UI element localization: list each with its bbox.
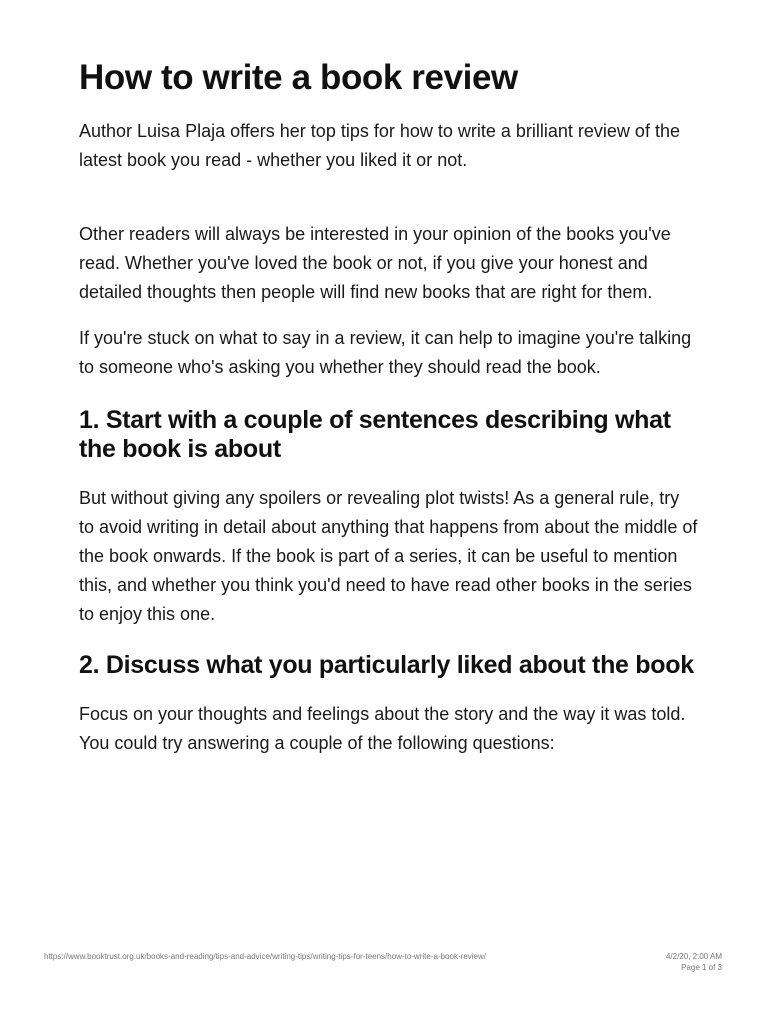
section-text-1: But without giving any spoilers or revealing plot twists! As a general rule, try to avoid writing in detail about anything that happens from about the middle of the book onwards. If the book is part of a series, it can be useful to mention this, and whether you think you'd need to have read other books in the series to enjoy this one. (79, 488, 698, 624)
section-heading-1: 1. Start with a couple of sentences describing what the book is about (79, 406, 671, 463)
page-number: Page 1 of 3 (681, 963, 722, 972)
source-url[interactable]: https://www.booktrust.org.uk/books-and-reading/tips-and-advice/writing-tips/writing-tips-for-teens/how-to-write-a-book-review/ (44, 952, 486, 961)
page-title: How to write a book review (79, 58, 518, 97)
section-heading-2: 2. Discuss what you particularly liked about the book (79, 651, 694, 679)
print-meta (666, 951, 722, 973)
section-text-2: Focus on your thoughts and feelings about the story and the way it was told. You could try answering a couple of the following questions: (79, 704, 686, 753)
article (79, 54, 699, 758)
article-intro: Author Luisa Plaja offers her top tips for how to write a brilliant review of the latest book you read - whether you liked it or not. (79, 121, 680, 170)
body-paragraph-1: Other readers will always be interested in your opinion of the books you've read. Whether you've loved the book or not, if you give your honest and detailed thoughts then people will find new books that are right for them. (79, 224, 671, 302)
body-paragraph-2: If you're stuck on what to say in a review, it can help to imagine you're talking to someone who's asking you whether they should read the book. (79, 328, 692, 377)
print-datetime: 4/2/20, 2:00 AM (665, 952, 722, 961)
